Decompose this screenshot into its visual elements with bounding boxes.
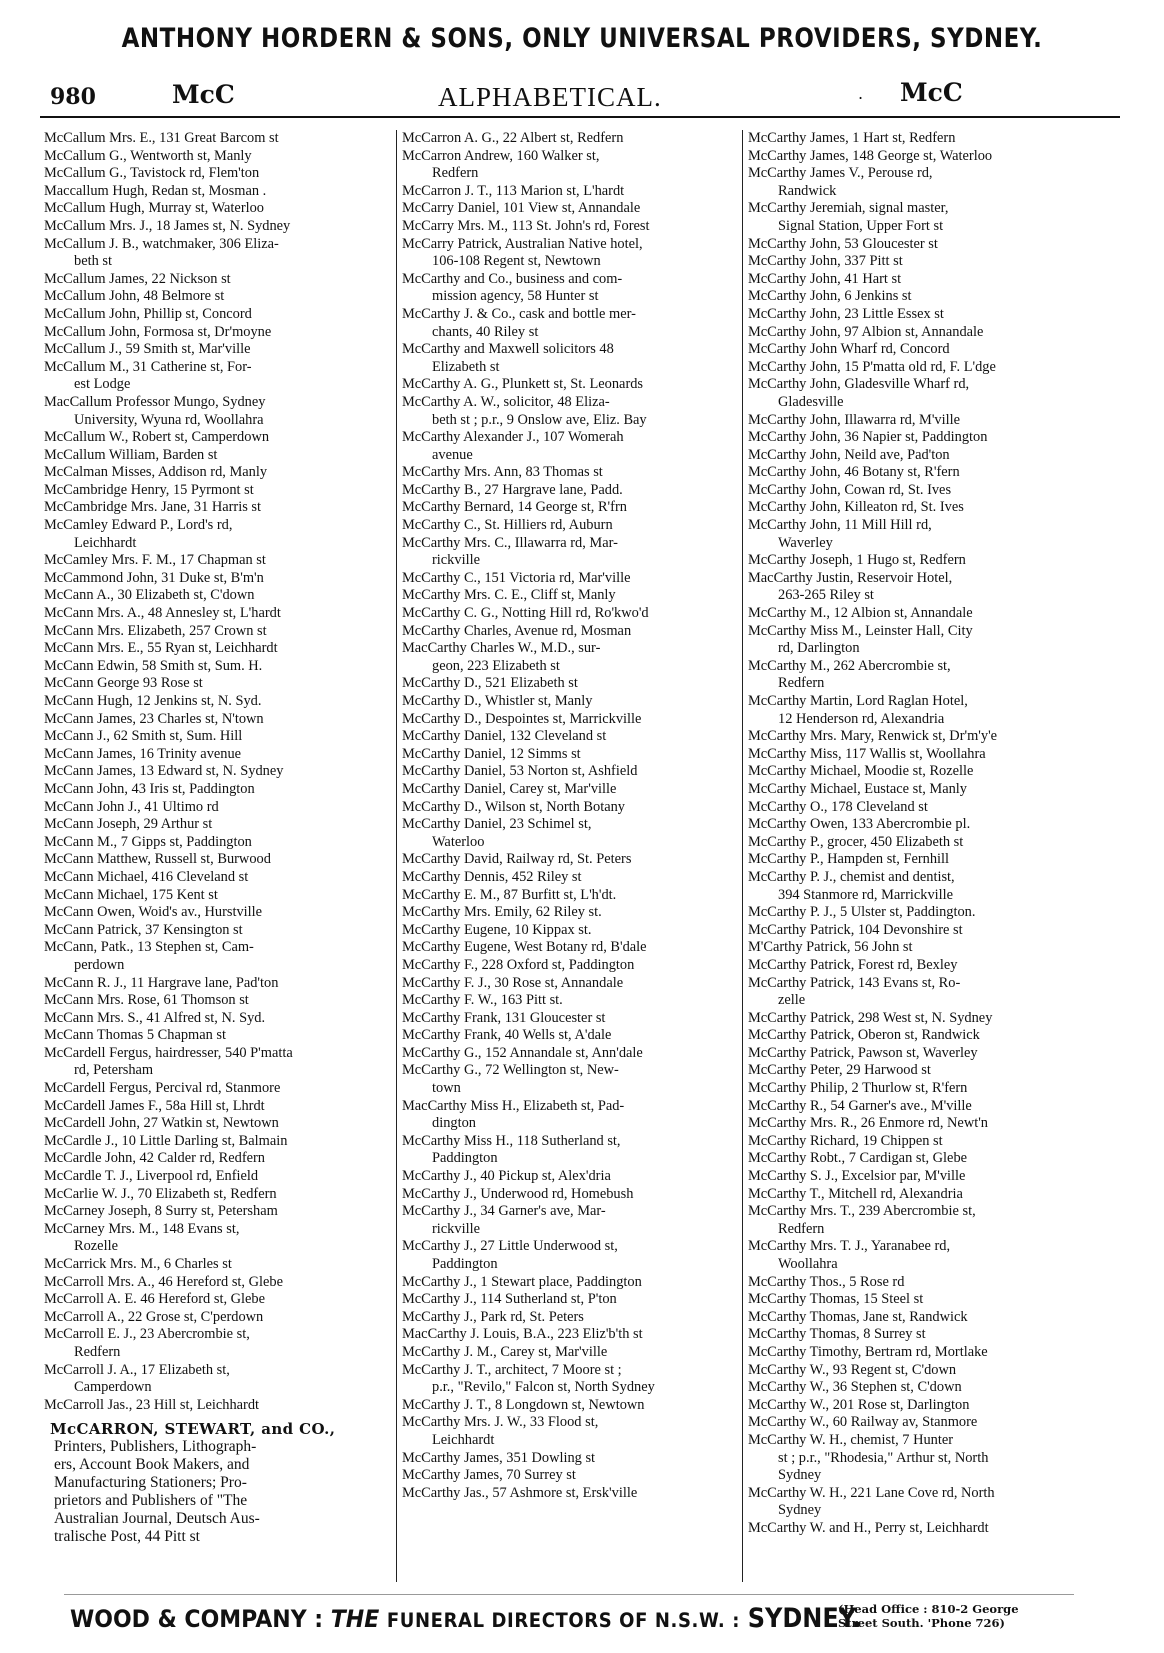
directory-entry: MacCarthy Justin, Reservoir Hotel, <box>748 569 953 586</box>
directory-entry: McCarthy Mrs. T. J., Yaranabee rd, <box>748 1238 951 1255</box>
directory-entry: McCarthy Michael, Eustace st, Manly <box>748 780 968 797</box>
footer-middle: FUNERAL DIRECTORS OF N.S.W. : <box>386 1609 741 1633</box>
directory-entry: McCallum G., Wentworth st, Manly <box>44 147 252 164</box>
directory-entry: McCarthy John, 6 Jenkins st <box>748 288 912 305</box>
directory-entry: McCarthy J., 40 Pickup st, Alex'dria <box>402 1168 611 1185</box>
directory-entry: McCarthy Thos., 5 Rose rd <box>748 1273 905 1290</box>
advert-line: ers, Account Book Makers, and <box>54 1456 250 1474</box>
directory-entry: McCarthy Robt., 7 Cardigan st, Glebe <box>748 1150 968 1167</box>
entry-continuation: beth st ; p.r., 9 Onslow ave, Eliz. Bay <box>432 411 647 428</box>
directory-entry: McCarthy T., Mitchell rd, Alexandria <box>748 1185 963 1202</box>
directory-entry: McCarthy James, 148 George st, Waterloo <box>748 147 993 164</box>
directory-entry: McCann Joseph, 29 Arthur st <box>44 816 213 833</box>
entry-continuation: chants, 40 Riley st <box>432 323 539 340</box>
directory-entry: McCann John J., 41 Ultimo rd <box>44 798 219 815</box>
directory-entry: McCarthy W. and H., Perry st, Leichhardt <box>748 1519 989 1536</box>
directory-entry: McCarthy and Maxwell solicitors 48 <box>402 341 614 358</box>
directory-entry: McCarthy James V., Perouse rd, <box>748 165 933 182</box>
section-title: ALPHABETICAL. <box>438 82 662 112</box>
directory-entry: McCann Michael, 175 Kent st <box>44 886 218 903</box>
directory-entry: McCarthy W., 36 Stephen st, C'down <box>748 1379 962 1396</box>
directory-entry: McCann Mrs. E., 55 Ryan st, Leichhardt <box>44 640 278 657</box>
directory-entry: McCarthy Thomas, 15 Steel st <box>748 1291 924 1308</box>
directory-entry: McCarthy G., 152 Annandale st, Ann'dale <box>402 1044 643 1061</box>
entry-continuation: 106-108 Regent st, Newtown <box>432 253 601 270</box>
directory-entry: McCarthy Mrs. Emily, 62 Riley st. <box>402 904 602 921</box>
directory-entry: McCarthy J. T., 8 Longdown st, Newtown <box>402 1396 645 1413</box>
directory-entry: McCarthy D., 521 Elizabeth st <box>402 675 578 692</box>
directory-entry: McCarthy Joseph, 1 Hugo st, Redfern <box>748 552 966 569</box>
directory-entry: McCarthy Mrs. T., 239 Abercrombie st, <box>748 1203 976 1220</box>
directory-entry: McCarthy F., 228 Oxford st, Paddington <box>402 956 635 973</box>
entry-continuation: Camperdown <box>74 1379 152 1396</box>
directory-entry: McCarthy P., Hampden st, Fernhill <box>748 851 950 868</box>
directory-entry: McCarthy David, Railway rd, St. Peters <box>402 851 632 868</box>
directory-entry: McCann Edwin, 58 Smith st, Sum. H. <box>44 657 263 674</box>
directory-entry: McCalman Misses, Addison rd, Manly <box>44 464 268 481</box>
entry-continuation: rickville <box>432 552 480 569</box>
directory-entry: McCann Mrs. A., 48 Annesley st, L'hardt <box>44 605 281 622</box>
footer-main-text <box>70 1603 861 1634</box>
directory-entry: McCardell John, 27 Watkin st, Newtown <box>44 1115 279 1132</box>
entry-continuation: st ; p.r., "Rhodesia," Arthur st, North <box>778 1449 989 1466</box>
directory-entry: MacCarthy Charles W., M.D., sur- <box>402 640 601 657</box>
entry-continuation: University, Wyuna rd, Woollahra <box>74 411 264 428</box>
directory-entry: MacCallum Professor Mungo, Sydney <box>44 393 266 410</box>
directory-entry: McCarthy M., 12 Albion st, Annandale <box>748 605 973 622</box>
directory-entry: McCallum W., Robert st, Camperdown <box>44 429 270 446</box>
directory-entry: McCarthy P. J., 5 Ulster st, Paddington. <box>748 904 976 921</box>
directory-entry: McCallum J., 59 Smith st, Mar'ville <box>44 341 251 358</box>
directory-entry: McCarroll Jas., 23 Hill st, Leichhardt <box>44 1396 260 1413</box>
directory-entry: McCann Matthew, Russell st, Burwood <box>44 851 271 868</box>
page-banner: ANTHONY HORDERN & SONS, ONLY UNIVERSAL PROVIDERS, SYDNEY. <box>121 24 1043 54</box>
page-number: 980 <box>50 84 96 110</box>
entry-continuation: Redfern <box>74 1343 121 1360</box>
directory-entry: McCarthy Mrs. Mary, Renwick st, Dr'm'y'e <box>748 728 998 745</box>
directory-entry: McCarthy F. W., 163 Pitt st. <box>402 992 563 1009</box>
directory-entry: McCammond John, 31 Duke st, B'm'n <box>44 569 264 586</box>
directory-entry: McCarroll A., 22 Grose st, C'perdown <box>44 1308 264 1325</box>
footer-company: WOOD & COMPANY : <box>70 1605 324 1634</box>
directory-entry: McCann James, 23 Charles st, N'town <box>44 710 264 727</box>
entry-continuation: Paddington <box>432 1256 498 1272</box>
directory-entry: McCarney Mrs. M., 148 Evans st, <box>44 1220 240 1237</box>
directory-entry: McCarthy B., 27 Hargrave lane, Padd. <box>402 481 623 498</box>
directory-entry: McCarthy John, Illawarra rd, M'ville <box>748 411 961 428</box>
directory-entry: McCarthy Mrs. Ann, 83 Thomas st <box>402 464 603 481</box>
directory-entry: McCarthy John, 36 Napier st, Paddington <box>748 429 988 446</box>
directory-entry: McCarthy Jeremiah, signal master, <box>748 200 949 217</box>
directory-entry: McCambridge Henry, 15 Pyrmont st <box>44 481 254 498</box>
entry-continuation: Signal Station, Upper Fort st <box>778 217 944 234</box>
entry-continuation: perdown <box>74 956 125 973</box>
advert-line: Manufacturing Stationers; Pro- <box>54 1474 247 1492</box>
directory-entry: McCarry Patrick, Australian Native hotel, <box>402 235 643 252</box>
entry-continuation: Redfern <box>778 675 825 692</box>
directory-entry: McCamley Mrs. F. M., 17 Chapman st <box>44 552 266 569</box>
directory-entry: McCarthy M., 262 Abercrombie st, <box>748 657 951 674</box>
footer-rule <box>64 1594 1074 1595</box>
footer-city: SYDNEY. <box>747 1602 862 1634</box>
directory-entry: McCarthy Eugene, West Botany rd, B'dale <box>402 939 647 956</box>
directory-entry: McCardell Fergus, hairdresser, 540 P'matta <box>44 1044 293 1061</box>
entry-continuation: town <box>432 1080 461 1097</box>
directory-column-3 <box>748 130 1096 1538</box>
directory-entry: McCarthy W., 60 Railway av, Stanmore <box>748 1414 978 1431</box>
directory-entry: McCarthy Miss H., 118 Sutherland st, <box>402 1132 621 1149</box>
directory-entry: McCarthy W., 93 Regent st, C'down <box>748 1361 957 1378</box>
directory-entry: McCarthy C., St. Hilliers rd, Auburn <box>402 517 613 534</box>
directory-entry: McCann J., 62 Smith st, Sum. Hill <box>44 728 243 745</box>
directory-entry: McCarroll A. E. 46 Hereford st, Glebe <box>44 1291 265 1308</box>
directory-entry: McCardell Fergus, Percival rd, Stanmore <box>44 1080 281 1097</box>
directory-entry: McCarron A. G., 22 Albert st, Redfern <box>402 130 624 146</box>
entry-continuation: Leichhardt <box>74 534 137 551</box>
directory-entry: McCann Mrs. S., 41 Alfred st, N. Syd. <box>44 1009 266 1026</box>
directory-entry: McCarthy John, 15 P'matta old rd, F. L'dge <box>748 358 996 375</box>
directory-entry: McCarthy E. M., 87 Burfitt st, L'h'dt. <box>402 886 617 903</box>
directory-entry: McCann Michael, 416 Cleveland st <box>44 868 249 885</box>
directory-entry: McCardell James F., 58a Hill st, Lhrdt <box>44 1097 265 1114</box>
directory-entry: McCarthy John, 337 Pitt st <box>748 253 903 270</box>
entry-continuation: Elizabeth st <box>432 358 500 375</box>
directory-column-2 <box>402 130 740 1502</box>
directory-entry: McCarthy Martin, Lord Raglan Hotel, <box>748 693 968 709</box>
entry-continuation: Sydney <box>778 1467 822 1484</box>
directory-entry: McCallum James, 22 Nickson st <box>44 270 231 287</box>
directory-entry: McCarthy J., Underwood rd, Homebush <box>402 1185 634 1202</box>
directory-entry: McCarthy Daniel, 23 Schimel st, <box>402 816 592 833</box>
directory-entry: McCarthy Daniel, 12 Simms st <box>402 745 581 762</box>
directory-entry: McCarthy Thomas, 8 Surrey st <box>748 1326 926 1343</box>
directory-entry: McCardle T. J., Liverpool rd, Enfield <box>44 1168 259 1185</box>
entry-continuation: rickville <box>432 1220 480 1237</box>
entry-continuation: 394 Stanmore rd, Marrickville <box>778 886 954 903</box>
directory-entry: McCarthy James, 70 Surrey st <box>402 1467 576 1484</box>
directory-entry: McCarthy John, Gladesville Wharf rd, <box>748 376 970 393</box>
directory-entry: McCarthy Daniel, 132 Cleveland st <box>402 728 607 745</box>
entry-continuation: beth st <box>74 253 112 270</box>
directory-entry: McCallum William, Barden st <box>44 446 218 463</box>
directory-entry: McCarthy P., grocer, 450 Elizabeth st <box>748 833 964 850</box>
directory-entry: McCallum J. B., watchmaker, 306 Eliza- <box>44 235 279 252</box>
directory-entry: McCarthy Daniel, Carey st, Mar'ville <box>402 780 617 797</box>
directory-entry: McCarthy Philip, 2 Thurlow st, R'fern <box>748 1080 968 1097</box>
directory-entry: McCarron Andrew, 160 Walker st, <box>402 147 600 164</box>
page-header <box>0 78 1164 112</box>
footer-note-line: Street South. 'Phone 726) <box>838 1616 1005 1630</box>
directory-entry: McCarthy G., 72 Wellington st, New- <box>402 1062 619 1079</box>
entry-continuation: Rozelle <box>74 1238 118 1255</box>
directory-entry: McCarthy W. H., chemist, 7 Hunter <box>748 1431 954 1448</box>
directory-column-1 <box>44 130 394 1546</box>
entry-continuation: mission agency, 58 Hunter st <box>432 288 599 305</box>
directory-entry: McCarrick Mrs. M., 6 Charles st <box>44 1256 232 1272</box>
column-divider <box>742 130 743 1582</box>
entry-continuation: Waterloo <box>432 833 485 850</box>
entry-continuation: est Lodge <box>74 376 131 393</box>
entry-continuation: Sydney <box>778 1502 822 1519</box>
directory-entry: McCarry Daniel, 101 View st, Annandale <box>402 200 641 217</box>
right-running-head: McC <box>900 78 963 107</box>
directory-entry: McCann James, 16 Trinity avenue <box>44 745 242 762</box>
directory-entry: McCarthy Mrs. R., 26 Enmore rd, Newt'n <box>748 1115 989 1132</box>
entry-continuation: Paddington <box>432 1150 498 1167</box>
directory-entry: McCarthy W. H., 221 Lane Cove rd, North <box>748 1484 995 1501</box>
directory-entry: McCarthy Daniel, 53 Norton st, Ashfield <box>402 763 638 780</box>
footer-office-note <box>838 1602 1019 1630</box>
directory-entry: McCann Thomas 5 Chapman st <box>44 1027 226 1044</box>
directory-entry: McCarthy F. J., 30 Rose st, Annandale <box>402 974 624 991</box>
directory-entry: McCarthy D., Wilson st, North Botany <box>402 798 625 815</box>
directory-entry: McCarthy Patrick, 298 West st, N. Sydney <box>748 1009 993 1026</box>
directory-entry: McCarthy Dennis, 452 Riley st <box>402 868 582 885</box>
directory-entry: McCarthy J., 27 Little Underwood st, <box>402 1238 618 1255</box>
directory-entry: McCarthy John, Cowan rd, St. Ives <box>748 481 952 498</box>
directory-entry: McCarthy J., 1 Stewart place, Paddington <box>402 1273 642 1290</box>
directory-entry: McCarthy John, 11 Mill Hill rd, <box>748 517 932 534</box>
directory-entry: McCarthy John, 23 Little Essex st <box>748 305 944 322</box>
directory-entry: McCarthy John, Killeaton rd, St. Ives <box>748 499 964 516</box>
entry-continuation: 263-265 Riley st <box>778 587 874 604</box>
directory-entry: McCarthy O., 178 Cleveland st <box>748 798 928 815</box>
directory-entry: MacCarthy Miss H., Elizabeth st, Pad- <box>402 1097 625 1114</box>
directory-entry: McCallum G., Tavistock rd, Flem'ton <box>44 165 260 182</box>
directory-entry: McCallum Mrs. E., 131 Great Barcom st <box>44 130 279 146</box>
directory-entry: McCarthy Mrs. C. E., Cliff st, Manly <box>402 587 616 604</box>
entry-continuation: 12 Henderson rd, Alexandria <box>778 710 945 727</box>
entry-continuation: Woollahra <box>778 1256 838 1272</box>
entry-continuation: zelle <box>778 992 806 1009</box>
entry-continuation: Randwick <box>778 182 837 199</box>
directory-entry: Maccallum Hugh, Redan st, Mosman . <box>44 182 267 199</box>
directory-entry: McCallum John, 48 Belmore st <box>44 288 225 305</box>
directory-entry: McCann R. J., 11 Hargrave lane, Pad'ton <box>44 974 279 991</box>
entry-continuation: Gladesville <box>778 393 844 410</box>
directory-entry: McCarthy Patrick, Pawson st, Waverley <box>748 1044 978 1061</box>
directory-entry: McCann James, 13 Edward st, N. Sydney <box>44 763 284 780</box>
footer-the: THE <box>330 1605 380 1634</box>
directory-entry: McCann John, 43 Iris st, Paddington <box>44 780 255 797</box>
directory-entry: McCarthy S. J., Excelsior par, M'ville <box>748 1168 966 1185</box>
advert-title: McCARRON, STEWART, and CO., <box>50 1420 336 1439</box>
footer-advert <box>70 1600 1110 1648</box>
directory-entry: McCarthy John Wharf rd, Concord <box>748 341 950 358</box>
directory-entry: McCarney Joseph, 8 Surry st, Petersham <box>44 1203 278 1220</box>
directory-entry: McCarthy W., 201 Rose st, Darlington <box>748 1396 970 1413</box>
directory-entry: McCarthy J., 114 Sutherland st, P'ton <box>402 1291 617 1308</box>
directory-entry: McCarthy Michael, Moodie st, Rozelle <box>748 763 974 780</box>
directory-entry: McCann Patrick, 37 Kensington st <box>44 921 243 938</box>
left-running-head: McC <box>172 80 235 109</box>
directory-entry: McCarthy D., Whistler st, Manly <box>402 693 593 709</box>
directory-entry: McCarthy Miss M., Leinster Hall, City <box>748 622 973 639</box>
directory-entry: McCallum M., 31 Catherine st, For- <box>44 358 252 375</box>
directory-entry: McCardle J., 10 Little Darling st, Balmain <box>44 1132 288 1149</box>
advert-line: Australian Journal, Deutsch Aus- <box>54 1510 260 1528</box>
directory-entry: McCallum Mrs. J., 18 James st, N. Sydney <box>44 217 291 234</box>
directory-entry: McCarthy Thomas, Jane st, Randwick <box>748 1308 968 1325</box>
directory-entry: McCarroll Mrs. A., 46 Hereford st, Glebe <box>44 1273 283 1290</box>
directory-entry: McCarthy A. W., solicitor, 48 Eliza- <box>402 393 610 410</box>
entry-continuation: geon, 223 Elizabeth st <box>432 657 560 674</box>
directory-entry: McCarthy J. M., Carey st, Mar'ville <box>402 1343 608 1360</box>
directory-entry: McCarthy Patrick, Oberon st, Randwick <box>748 1027 980 1044</box>
directory-entry: McCarthy Eugene, 10 Kippax st. <box>402 921 592 938</box>
directory-entry: McCann A., 30 Elizabeth st, C'down <box>44 587 255 604</box>
directory-entry: McCarthy John, 41 Hart st <box>748 270 902 287</box>
directory-entry: McCarthy Owen, 133 Abercrombie pl. <box>748 816 971 833</box>
directory-entry: McCarlie W. J., 70 Elizabeth st, Redfern <box>44 1185 277 1202</box>
directory-entry: McCarthy James, 351 Dowling st <box>402 1449 596 1466</box>
directory-entry: McCarthy James, 1 Hart st, Redfern <box>748 130 956 146</box>
directory-entry: McCann Owen, Woid's av., Hurstville <box>44 904 263 921</box>
directory-entry: McCarthy Mrs. J. W., 33 Flood st, <box>402 1414 599 1431</box>
directory-entry: McCann Mrs. Rose, 61 Thomson st <box>44 992 249 1009</box>
directory-entry: McCamley Edward P., Lord's rd, <box>44 517 233 534</box>
directory-entry: McCarthy John, Neild ave, Pad'ton <box>748 446 950 463</box>
entry-continuation: avenue <box>432 446 473 463</box>
directory-entry: McCarthy Frank, 40 Wells st, A'dale <box>402 1027 612 1044</box>
entry-continuation: Leichhardt <box>432 1431 495 1448</box>
directory-entry: McCarthy Patrick, 104 Devonshire st <box>748 921 963 938</box>
entry-continuation: Redfern <box>778 1220 825 1237</box>
directory-entry: MacCarthy J. Louis, B.A., 223 Eliz'b'th st <box>402 1326 643 1343</box>
directory-entry: McCann, Patk., 13 Stephen st, Cam- <box>44 939 254 956</box>
directory-entry: McCallum John, Phillip st, Concord <box>44 305 252 322</box>
directory-entry: McCarthy Bernard, 14 George st, R'frn <box>402 499 627 516</box>
header-dot: . <box>858 84 864 103</box>
directory-entry: McCarthy A. G., Plunkett st, St. Leonards <box>402 376 644 393</box>
directory-entry: McCambridge Mrs. Jane, 31 Harris st <box>44 499 262 516</box>
directory-entry: McCarthy and Co., business and com- <box>402 270 623 287</box>
directory-entry: McCann Mrs. Elizabeth, 257 Crown st <box>44 622 267 639</box>
directory-entry: McCarry Mrs. M., 113 St. John's rd, Forest <box>402 217 650 234</box>
advert-line: tralische Post, 44 Pitt st <box>54 1528 200 1546</box>
directory-entry: McCarthy Charles, Avenue rd, Mosman <box>402 622 632 639</box>
directory-entry: McCarthy P. J., chemist and dentist, <box>748 868 955 885</box>
directory-entry: McCallum Hugh, Murray st, Waterloo <box>44 200 264 217</box>
entry-continuation: dington <box>432 1115 476 1132</box>
directory-entry: M'Carthy Patrick, 56 John st <box>748 939 913 956</box>
entry-continuation: rd, Darlington <box>778 640 860 657</box>
directory-entry: McCarthy C. G., Notting Hill rd, Ro'kwo'd <box>402 605 649 622</box>
directory-entry: McCarthy John, 53 Gloucester st <box>748 235 938 252</box>
directory-entry: McCarthy C., 151 Victoria rd, Mar'ville <box>402 569 631 586</box>
directory-entry: McCarthy J., 34 Garner's ave, Mar- <box>402 1203 606 1220</box>
entry-continuation: rd, Petersham <box>74 1062 154 1079</box>
directory-entry: McCarthy R., 54 Garner's ave., M'ville <box>748 1097 972 1114</box>
directory-entry: McCarthy John, 97 Albion st, Annandale <box>748 323 984 340</box>
directory-entry: McCarthy Alexander J., 107 Womerah <box>402 429 624 446</box>
advert-line: prietors and Publishers of "The <box>54 1492 248 1510</box>
header-rule <box>40 116 1120 118</box>
directory-entry: McCann M., 7 Gipps st, Paddington <box>44 833 252 850</box>
entry-continuation: p.r., "Revilo," Falcon st, North Sydney <box>432 1379 655 1396</box>
directory-entry: McCarthy J., Park rd, St. Peters <box>402 1308 584 1325</box>
directory-entry: McCann Hugh, 12 Jenkins st, N. Syd. <box>44 693 262 709</box>
directory-entry: McCardle John, 42 Calder rd, Redfern <box>44 1150 265 1167</box>
directory-entry: McCarthy Timothy, Bertram rd, Mortlake <box>748 1343 988 1360</box>
directory-entry: McCarthy Jas., 57 Ashmore st, Ersk'ville <box>402 1484 638 1501</box>
footer-note-line: (Head Office : 810-2 George <box>838 1602 1019 1616</box>
directory-entry: McCarroll J. A., 17 Elizabeth st, <box>44 1361 230 1378</box>
directory-entry: McCarthy Miss, 117 Wallis st, Woollahra <box>748 745 986 762</box>
directory-entry: McCarthy John, 46 Botany st, R'fern <box>748 464 960 481</box>
directory-entry: McCarthy J. T., architect, 7 Moore st ; <box>402 1361 622 1378</box>
directory-entry: McCarthy Peter, 29 Harwood st <box>748 1062 931 1079</box>
directory-entry: McCarthy Patrick, Forest rd, Bexley <box>748 956 958 973</box>
directory-entry: McCarthy D., Despointes st, Marrickville <box>402 710 642 727</box>
entry-continuation: Waverley <box>778 534 833 551</box>
directory-entry: McCarron J. T., 113 Marion st, L'hardt <box>402 182 625 199</box>
directory-entry: McCarthy J. & Co., cask and bottle mer- <box>402 305 636 322</box>
directory-entry: McCarthy Richard, 19 Chippen st <box>748 1132 943 1149</box>
column-divider <box>396 130 397 1582</box>
directory-entry: McCallum John, Formosa st, Dr'moyne <box>44 323 272 340</box>
directory-entry: McCarthy Frank, 131 Gloucester st <box>402 1009 606 1026</box>
directory-entry: McCann George 93 Rose st <box>44 675 203 692</box>
directory-entry: McCarthy Patrick, 143 Evans st, Ro- <box>748 974 961 991</box>
entry-continuation: Redfern <box>432 165 479 182</box>
directory-entry: McCarthy Mrs. C., Illawarra rd, Mar- <box>402 534 618 551</box>
advert-line: Printers, Publishers, Lithograph- <box>54 1438 257 1456</box>
directory-entry: McCarroll E. J., 23 Abercrombie st, <box>44 1326 250 1343</box>
